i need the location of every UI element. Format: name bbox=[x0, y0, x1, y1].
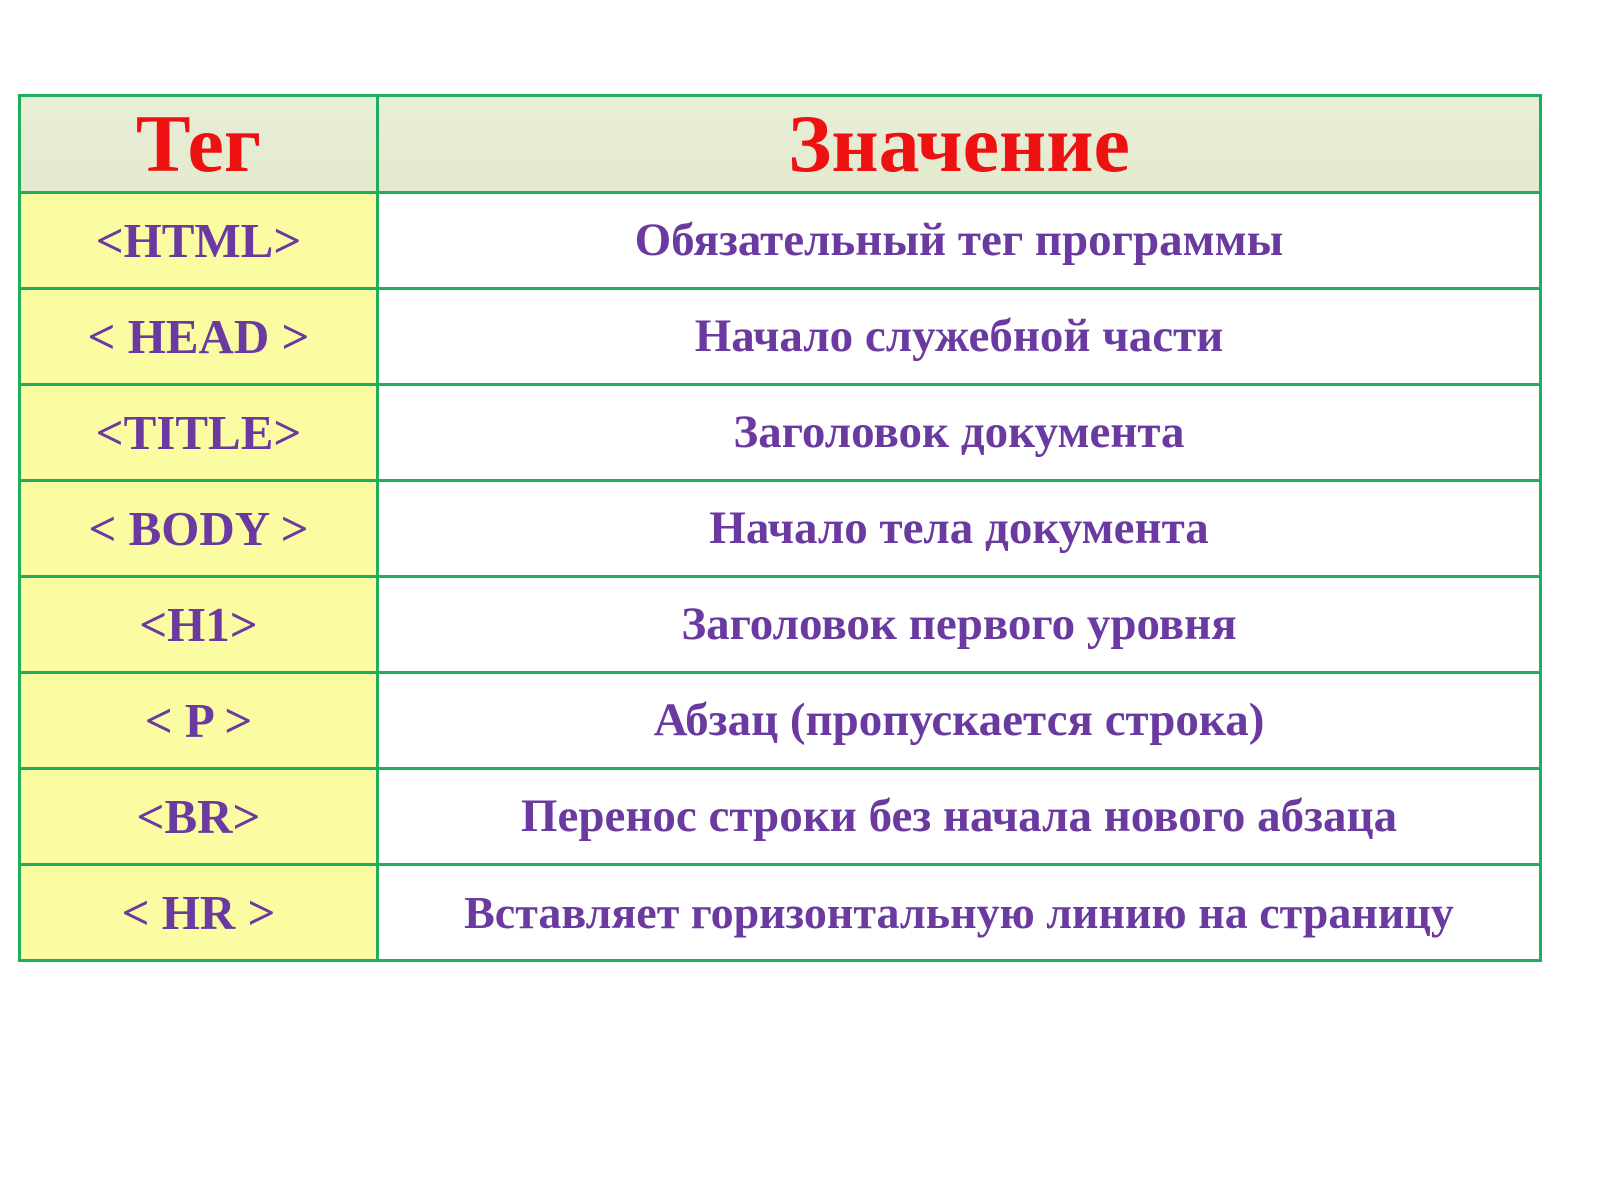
table-row bbox=[20, 481, 1541, 577]
table-row bbox=[20, 577, 1541, 673]
tag-cell: <BR> bbox=[20, 769, 378, 865]
table-row bbox=[20, 385, 1541, 481]
tag-cell: < HR > bbox=[20, 865, 378, 961]
tag-cell: <HTML> bbox=[20, 193, 378, 289]
tag-cell: <TITLE> bbox=[20, 385, 378, 481]
meaning-cell: Начало тела документа bbox=[378, 481, 1541, 577]
meaning-cell: Начало служебной части bbox=[378, 289, 1541, 385]
table-row bbox=[20, 289, 1541, 385]
tag-cell: < HEAD > bbox=[20, 289, 378, 385]
meaning-cell: Абзац (пропускается строка) bbox=[378, 673, 1541, 769]
meaning-cell: Обязательный тег программы bbox=[378, 193, 1541, 289]
table-header bbox=[20, 96, 1541, 193]
table-row bbox=[20, 673, 1541, 769]
table-row bbox=[20, 769, 1541, 865]
table-row bbox=[20, 193, 1541, 289]
meaning-cell: Вставляет горизонтальную линию на страницу bbox=[378, 865, 1541, 961]
table-row bbox=[20, 865, 1541, 961]
header-meaning: Значение bbox=[378, 96, 1541, 193]
html-tags-table bbox=[18, 94, 1542, 962]
header-row bbox=[20, 96, 1541, 193]
tag-cell: < P > bbox=[20, 673, 378, 769]
meaning-cell: Перенос строки без начала нового абзаца bbox=[378, 769, 1541, 865]
tag-cell: < BODY > bbox=[20, 481, 378, 577]
meaning-cell: Заголовок документа bbox=[378, 385, 1541, 481]
tag-cell: <H1> bbox=[20, 577, 378, 673]
header-tag: Тег bbox=[20, 96, 378, 193]
html-tags-table-container bbox=[18, 94, 1539, 962]
meaning-cell: Заголовок первого уровня bbox=[378, 577, 1541, 673]
table-body bbox=[20, 193, 1541, 961]
